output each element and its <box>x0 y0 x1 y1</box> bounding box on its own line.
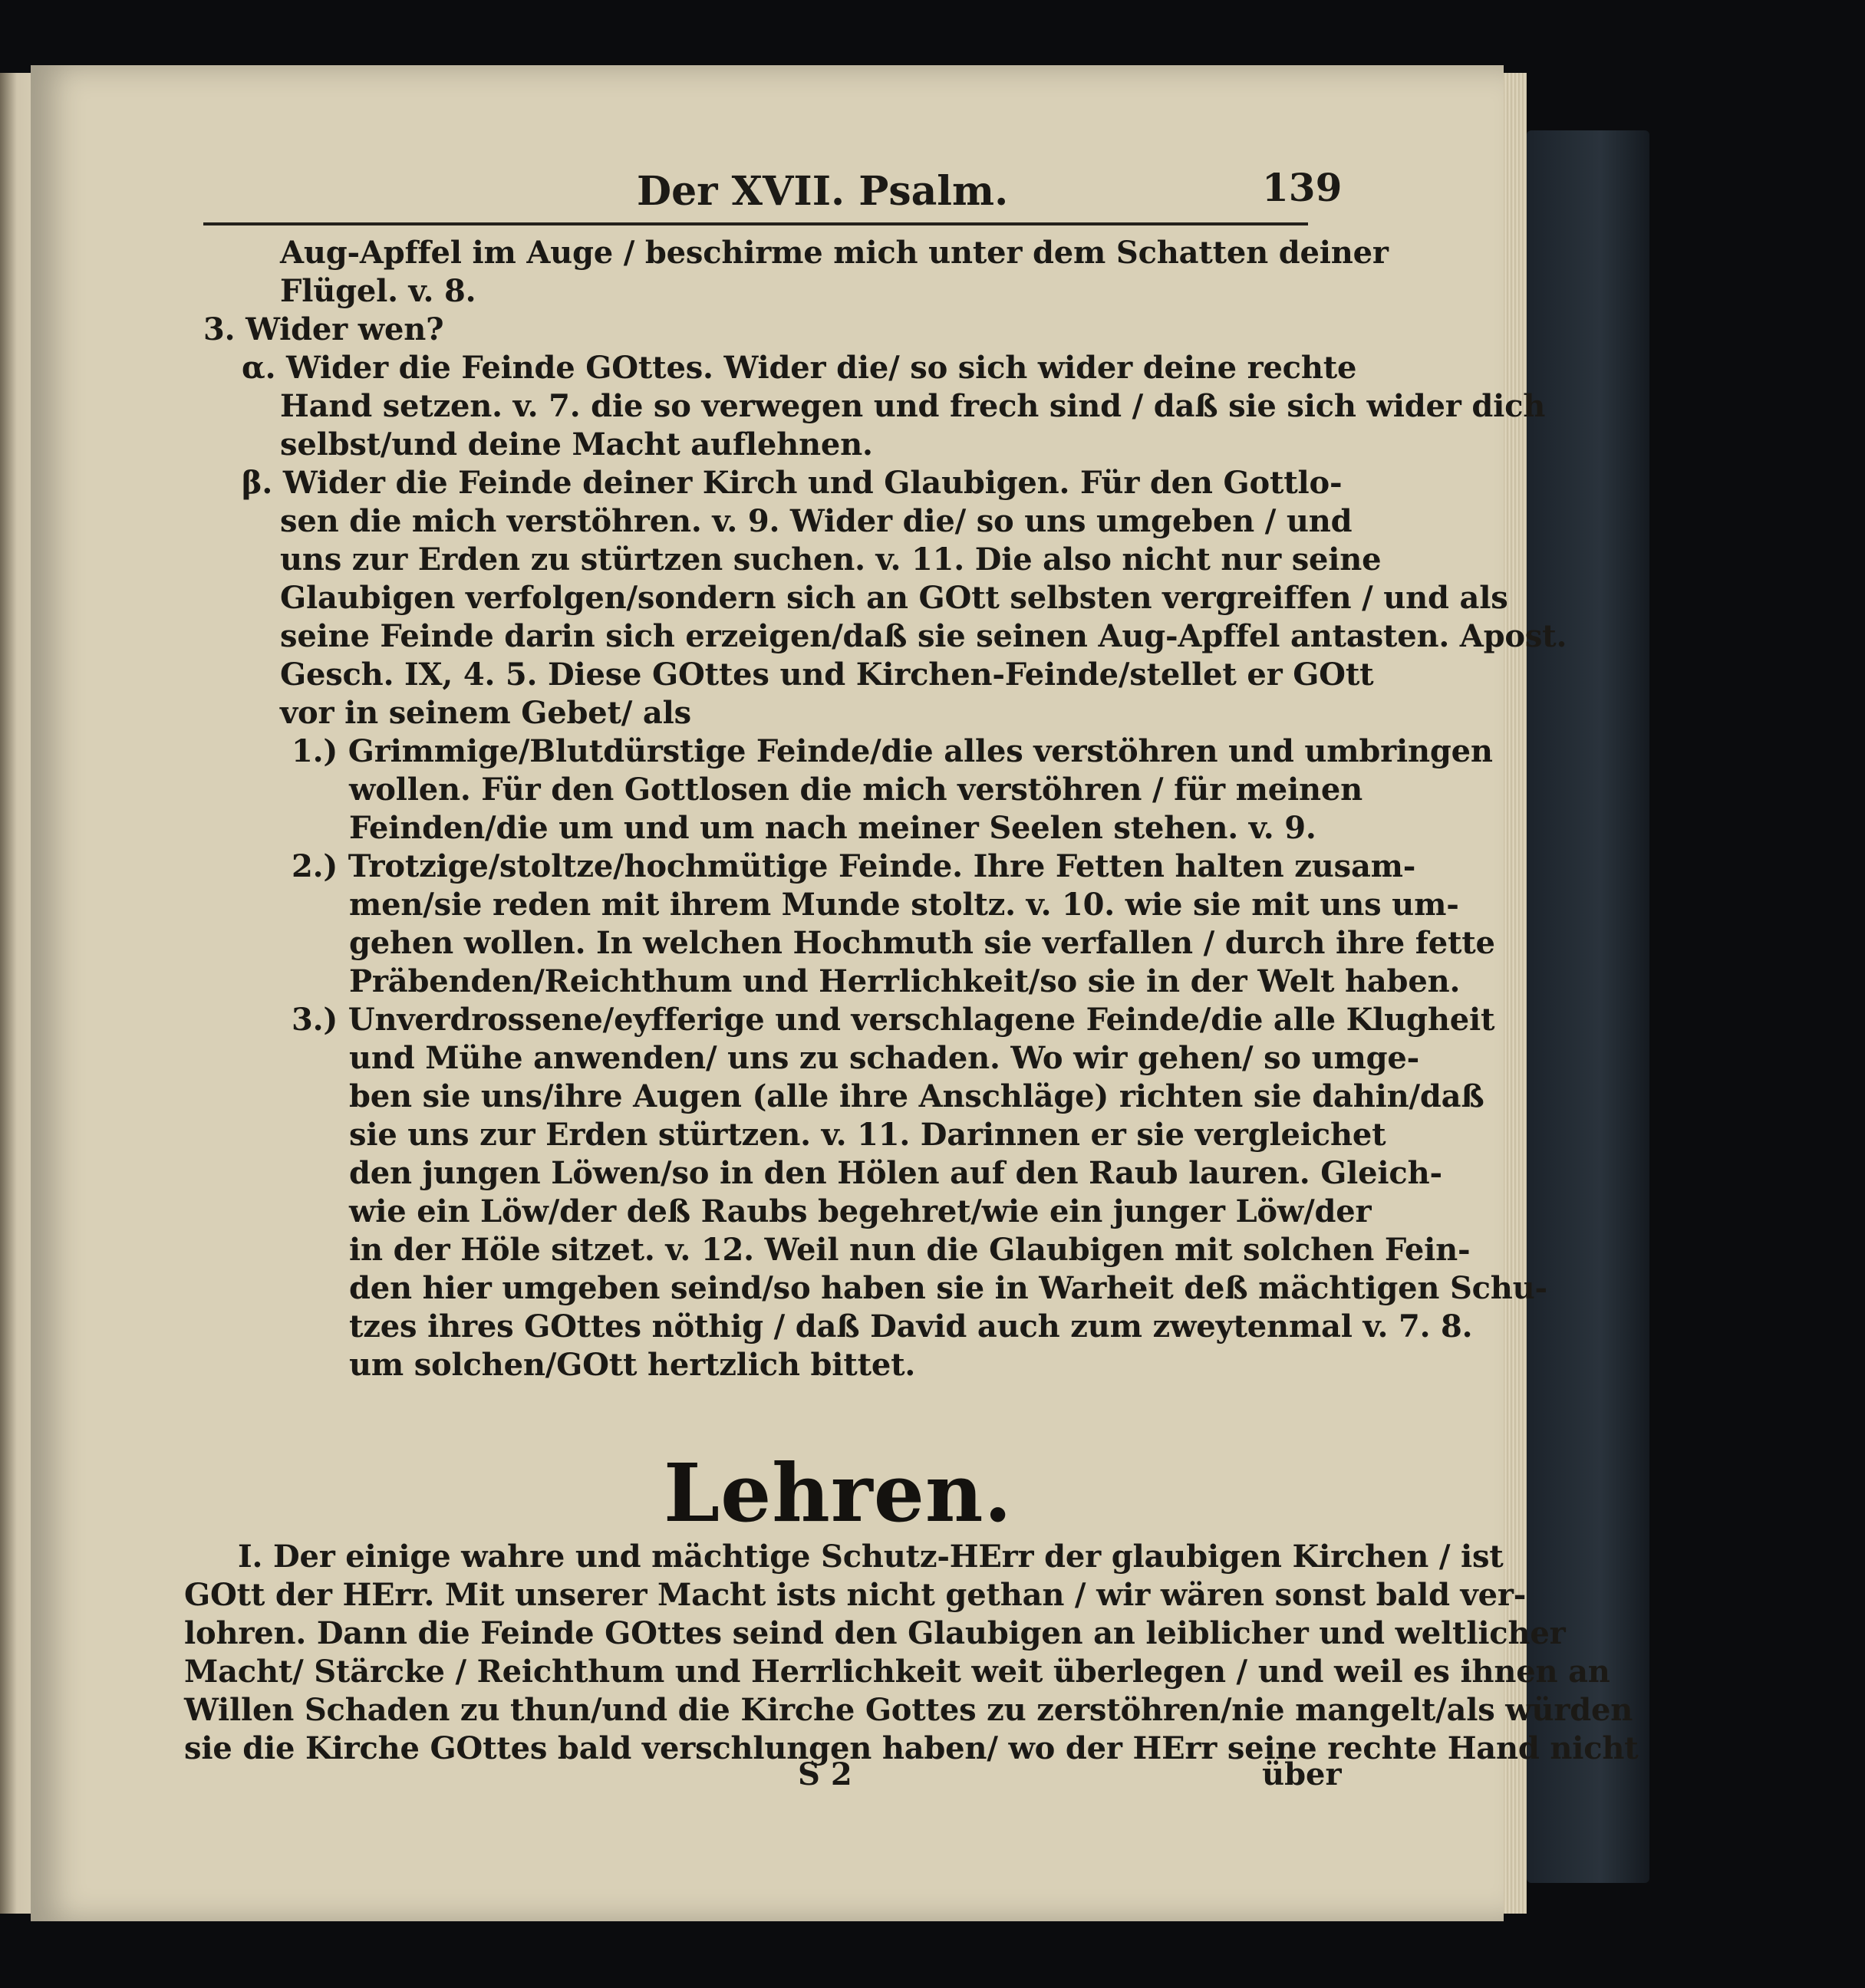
text-line: vor in seinem Gebet/ als <box>280 695 691 731</box>
text-line: sie die Kirche GOttes bald verschlungen haben/ wo der HErr seine rechte Hand nicht <box>184 1730 1639 1766</box>
running-head <box>31 165 1504 215</box>
text-line: 3. Wider wen? <box>203 311 444 347</box>
psalm-title: Der XVII. Psalm. <box>637 168 1009 215</box>
text-line: sen die mich verstöhren. v. 9. Wider die/ so uns umgeben / und <box>280 503 1353 539</box>
text-line: seine Feinde darin sich erzeigen/daß sie seinen Aug-Apffel antasten. Apost. <box>280 618 1567 654</box>
text-line: Glaubigen verfolgen/sondern sich an GOtt selbsten vergreiffen / und als <box>280 580 1508 616</box>
text-line: ben sie uns/ihre Augen (alle ihre Anschläge) richten sie dahin/daß <box>349 1078 1484 1114</box>
text-line: selbst/und deine Macht auflehnen. <box>280 426 873 462</box>
text-line: Hand setzen. v. 7. die so verwegen und frech sind / daß sie sich wider dich <box>280 388 1546 424</box>
text-line: sie uns zur Erden stürtzen. v. 11. Darinnen er sie vergleichet <box>349 1117 1386 1153</box>
text-line: 3.) Unverdrossene/eyfferige und verschlagene Feinde/die alle Klugheit <box>292 1002 1495 1038</box>
text-line: den hier umgeben seind/so haben sie in Warheit deß mächtigen Schu- <box>349 1270 1547 1306</box>
text-line: tzes ihres GOttes nöthig / daß David auch zum zweytenmal v. 7. 8. <box>349 1308 1473 1345</box>
text-line: α. Wider die Feinde GOttes. Wider die/ so sich wider deine rechte <box>242 350 1357 386</box>
text-line: Präbenden/Reichthum und Herrlichkeit/so sie in der Welt haben. <box>349 963 1461 999</box>
text-line: um solchen/GOtt hertzlich bittet. <box>349 1347 916 1383</box>
text-line: gehen wollen. In welchen Hochmuth sie verfallen / durch ihre fette <box>349 925 1495 961</box>
text-line: GOtt der HErr. Mit unserer Macht ists nicht gethan / wir wären sonst bald ver- <box>184 1577 1527 1613</box>
text-line: den jungen Löwen/so in den Hölen auf den Raub lauren. Gleich- <box>349 1155 1442 1191</box>
catchword: über <box>1262 1756 1342 1792</box>
page-number: 139 <box>1262 165 1343 210</box>
text-line: I. Der einige wahre und mächtige Schutz-HErr der glaubigen Kirchen / ist <box>238 1539 1504 1575</box>
text-line: Macht/ Stärcke / Reichthum und Herrlichkeit weit überlegen / und weil es ihnen an <box>184 1654 1610 1690</box>
text-line: Willen Schaden zu thun/und die Kirche Gottes zu zerstöhren/nie mangelt/als würden <box>184 1692 1633 1728</box>
text-line: wollen. Für den Gottlosen die mich verstöhren / für meinen <box>349 772 1363 808</box>
text-line: 2.) Trotzige/stoltze/hochmütige Feinde. Ihre Fetten halten zusam- <box>292 848 1416 884</box>
text-line: Aug-Apffel im Auge / beschirme mich unter dem Schatten deiner <box>280 235 1389 271</box>
section-heading: Lehren. <box>664 1446 1013 1540</box>
text-line: β. Wider die Feinde deiner Kirch und Glaubigen. Für den Gottlo- <box>242 465 1343 501</box>
text-line: Flügel. v. 8. <box>280 273 476 309</box>
text-line: 1.) Grimmige/Blutdürstige Feinde/die alles verstöhren und umbringen <box>292 733 1493 769</box>
text-line: wie ein Löw/der deß Raubs begehret/wie ein junger Löw/der <box>349 1193 1372 1229</box>
text-line: Feinden/die um und um nach meiner Seelen stehen. v. 9. <box>349 810 1316 846</box>
text-line: lohren. Dann die Feinde GOttes seind den Glaubigen an leiblicher und weltlicher <box>184 1615 1566 1651</box>
signature-mark: S 2 <box>798 1756 852 1792</box>
text-line: Gesch. IX, 4. 5. Diese GOttes und Kirchen-Feinde/stellet er GOtt <box>280 657 1374 693</box>
text-line: und Mühe anwenden/ uns zu schaden. Wo wir gehen/ so umge- <box>349 1040 1420 1076</box>
text-line: uns zur Erden zu stürtzen suchen. v. 11. Die also nicht nur seine <box>280 541 1382 578</box>
book-page <box>31 65 1639 1921</box>
text-line: men/sie reden mit ihrem Munde stoltz. v. 10. wie sie mit uns um- <box>349 887 1459 923</box>
text-line: in der Höle sitzet. v. 12. Weil nun die Glaubigen mit solchen Fein- <box>349 1232 1471 1268</box>
head-rule <box>203 222 1308 225</box>
